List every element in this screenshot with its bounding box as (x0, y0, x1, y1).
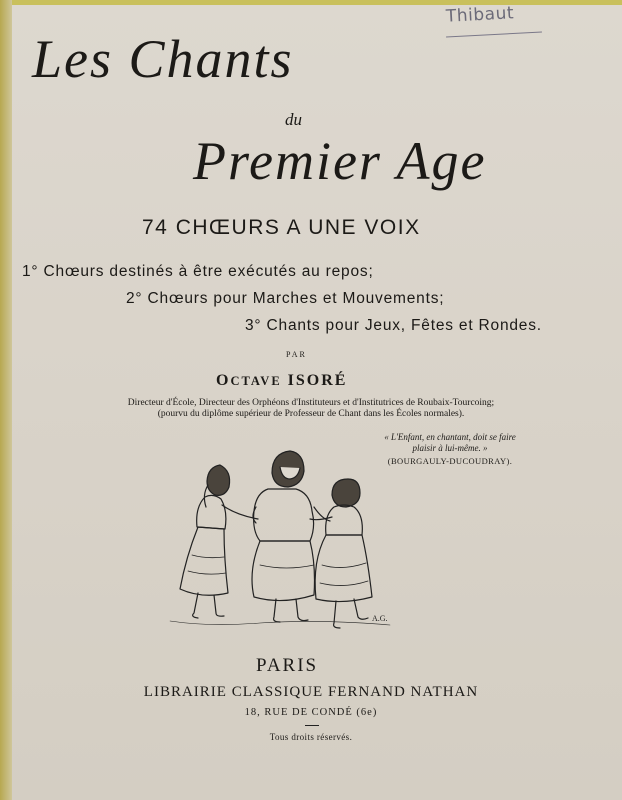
handwritten-underline (446, 31, 542, 37)
title-line-2: Premier Age (193, 131, 487, 191)
right-girl-legs (334, 599, 368, 628)
middle-girl-arms (253, 507, 330, 523)
title-line-1: Les Chants (32, 29, 294, 89)
children-dancing-illustration (150, 445, 400, 645)
publisher-name: LIBRAIRIE CLASSIQUE FERNAND NATHAN (143, 684, 479, 700)
subtitle: 74 CHŒURS A UNE VOIX (142, 216, 421, 239)
contents-item-1: 1° Chœurs destinés à être exécutés au repos; (22, 263, 374, 280)
middle-girl-skirt (252, 541, 315, 601)
illustration-signature: A.G. (372, 614, 388, 623)
author-description (0, 398, 622, 420)
divider-dash (305, 725, 319, 726)
left-girl-skirt (180, 527, 228, 595)
publisher-address: 18, RUE DE CONDÉ (6e) (244, 707, 378, 718)
author-last-name: ISORÉ (287, 372, 348, 389)
middle-girl-legs (274, 599, 308, 622)
left-girl-bodice (197, 495, 226, 529)
author-first-rest: CTAVE (230, 374, 282, 388)
left-girl-legs (193, 593, 224, 618)
page-top-edge (0, 0, 622, 5)
author-description-line-1: Directeur d'École, Directeur des Orphéons d'Instituteurs et d'Institutrices de Roubaix-Tourcoing; (127, 398, 495, 408)
epigraph-line-2: plaisir à lui-même. » (412, 443, 488, 453)
author-name (216, 372, 347, 390)
epigraph-line-1: « L'Enfant, en chantant, doit se faire (384, 432, 516, 442)
author-description-line-2: (pourvu du diplôme supérieur de Professeur de Chant dans les Écoles normales). (157, 409, 465, 419)
contents-item-2: 2° Chœurs pour Marches et Mouvements; (126, 290, 445, 307)
middle-girl-dress-top (254, 489, 314, 541)
contents-item-3: 3° Chants pour Jeux, Fêtes et Rondes. (245, 317, 542, 334)
left-girl-hair (207, 465, 230, 495)
handwritten-note: Thibaut (445, 3, 515, 27)
author-first-initial: O (216, 372, 231, 389)
right-girl-skirt (315, 535, 372, 602)
publisher-city: PARIS (256, 655, 319, 676)
epigraph-attribution: (BOURGAULY-DUCOUDRAY). (387, 456, 513, 466)
rights-notice: Tous droits réservés. (269, 732, 353, 742)
by-label: PAR (286, 350, 307, 359)
title-connector: du (285, 110, 302, 129)
right-girl-hair (332, 479, 360, 507)
right-girl-bodice (326, 505, 363, 535)
